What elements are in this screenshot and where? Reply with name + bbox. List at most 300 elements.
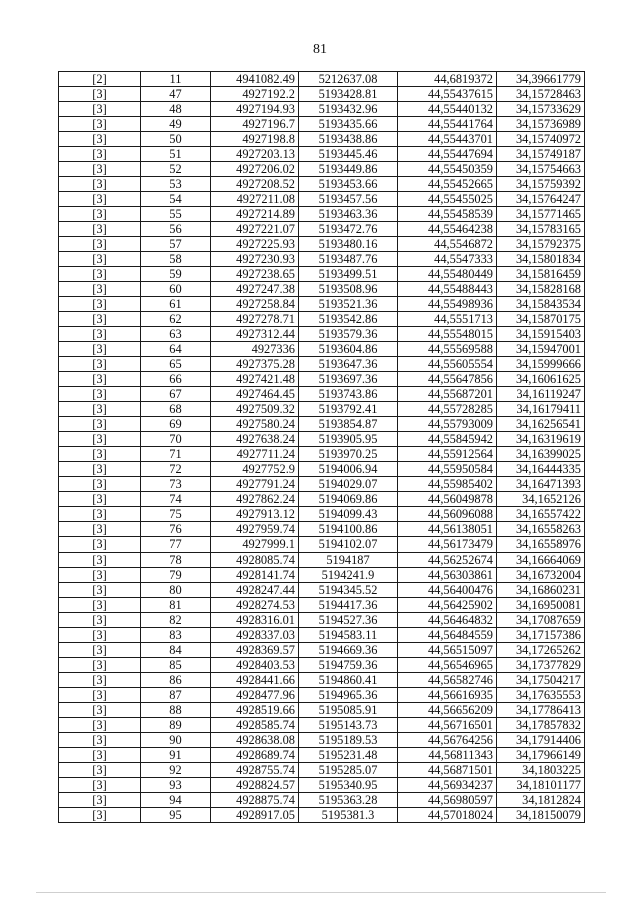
point-number-cell: 85 [141, 657, 211, 672]
table-row [59, 747, 585, 762]
y-coordinate-cell: 5195231.48 [299, 747, 398, 762]
table-row [59, 612, 585, 627]
latitude-cell: 44,55447694 [398, 147, 497, 162]
reference-cell: [3] [59, 252, 141, 267]
table-row [59, 597, 585, 612]
point-number-cell: 49 [141, 117, 211, 132]
x-coordinate-cell: 4927711.24 [211, 447, 299, 462]
point-number-cell: 63 [141, 327, 211, 342]
longitude-cell: 34,16444335 [497, 462, 585, 477]
y-coordinate-cell: 5193487.76 [299, 252, 398, 267]
longitude-cell: 34,16256541 [497, 417, 585, 432]
x-coordinate-cell: 4927230.93 [211, 252, 299, 267]
y-coordinate-cell: 5194187 [299, 552, 398, 567]
x-coordinate-cell: 4927225.93 [211, 237, 299, 252]
point-number-cell: 52 [141, 162, 211, 177]
point-number-cell: 56 [141, 222, 211, 237]
x-coordinate-cell: 4927752.9 [211, 462, 299, 477]
latitude-cell: 44,55441764 [398, 117, 497, 132]
x-coordinate-cell: 4927312.44 [211, 327, 299, 342]
latitude-cell: 44,56716501 [398, 717, 497, 732]
longitude-cell: 34,17504217 [497, 672, 585, 687]
table-row [59, 267, 585, 282]
y-coordinate-cell: 5194006.94 [299, 462, 398, 477]
y-coordinate-cell: 5193743.86 [299, 387, 398, 402]
table-row [59, 477, 585, 492]
latitude-cell: 44,55488443 [398, 282, 497, 297]
y-coordinate-cell: 5194965.36 [299, 687, 398, 702]
table-row [59, 537, 585, 552]
reference-cell: [3] [59, 132, 141, 147]
longitude-cell: 34,16119247 [497, 387, 585, 402]
x-coordinate-cell: 4927192.2 [211, 87, 299, 102]
reference-cell: [3] [59, 192, 141, 207]
point-number-cell: 74 [141, 492, 211, 507]
point-number-cell: 82 [141, 612, 211, 627]
x-coordinate-cell: 4927198.8 [211, 132, 299, 147]
latitude-cell: 44,55464238 [398, 222, 497, 237]
x-coordinate-cell: 4928917.05 [211, 807, 299, 822]
y-coordinate-cell: 5193542.86 [299, 312, 398, 327]
reference-cell: [3] [59, 342, 141, 357]
table-row [59, 507, 585, 522]
y-coordinate-cell: 5194102.07 [299, 537, 398, 552]
latitude-cell: 44,56582746 [398, 672, 497, 687]
y-coordinate-cell: 5193647.36 [299, 357, 398, 372]
longitude-cell: 34,15783165 [497, 222, 585, 237]
latitude-cell: 44,55458539 [398, 207, 497, 222]
latitude-cell: 44,55548015 [398, 327, 497, 342]
point-number-cell: 67 [141, 387, 211, 402]
longitude-cell: 34,16732004 [497, 567, 585, 582]
point-number-cell: 53 [141, 177, 211, 192]
reference-cell: [3] [59, 312, 141, 327]
point-number-cell: 54 [141, 192, 211, 207]
point-number-cell: 57 [141, 237, 211, 252]
x-coordinate-cell: 4927509.32 [211, 402, 299, 417]
latitude-cell: 44,55912564 [398, 447, 497, 462]
y-coordinate-cell: 5195363.28 [299, 792, 398, 807]
point-number-cell: 73 [141, 477, 211, 492]
longitude-cell: 34,15828168 [497, 282, 585, 297]
point-number-cell: 81 [141, 597, 211, 612]
y-coordinate-cell: 5193435.66 [299, 117, 398, 132]
point-number-cell: 94 [141, 792, 211, 807]
longitude-cell: 34,17157386 [497, 627, 585, 642]
point-number-cell: 86 [141, 672, 211, 687]
table-row [59, 417, 585, 432]
longitude-cell: 34,17265262 [497, 642, 585, 657]
reference-cell: [3] [59, 552, 141, 567]
latitude-cell: 44,55728285 [398, 402, 497, 417]
point-number-cell: 61 [141, 297, 211, 312]
reference-cell: [3] [59, 642, 141, 657]
latitude-cell: 44,55647856 [398, 372, 497, 387]
longitude-cell: 34,15843534 [497, 297, 585, 312]
table-row [59, 252, 585, 267]
longitude-cell: 34,15749187 [497, 147, 585, 162]
longitude-cell: 34,16399025 [497, 447, 585, 462]
reference-cell: [3] [59, 672, 141, 687]
latitude-cell: 44,56934237 [398, 777, 497, 792]
y-coordinate-cell: 5194860.41 [299, 672, 398, 687]
reference-cell: [3] [59, 297, 141, 312]
x-coordinate-cell: 4927421.48 [211, 372, 299, 387]
x-coordinate-cell: 4927862.24 [211, 492, 299, 507]
reference-cell: [3] [59, 207, 141, 222]
page-number: 81 [313, 42, 327, 57]
point-number-cell: 69 [141, 417, 211, 432]
longitude-cell: 34,16471393 [497, 477, 585, 492]
coordinates-table-container [58, 71, 585, 823]
longitude-cell: 34,17786413 [497, 702, 585, 717]
longitude-cell: 34,15816459 [497, 267, 585, 282]
reference-cell: [3] [59, 762, 141, 777]
longitude-cell: 34,1652126 [497, 492, 585, 507]
latitude-cell: 44,56811343 [398, 747, 497, 762]
reference-cell: [3] [59, 87, 141, 102]
y-coordinate-cell: 5193463.36 [299, 207, 398, 222]
longitude-cell: 34,17914406 [497, 732, 585, 747]
y-coordinate-cell: 5193508.96 [299, 282, 398, 297]
x-coordinate-cell: 4928689.74 [211, 747, 299, 762]
x-coordinate-cell: 4928337.03 [211, 627, 299, 642]
y-coordinate-cell: 5193449.86 [299, 162, 398, 177]
latitude-cell: 44,56049878 [398, 492, 497, 507]
latitude-cell: 44,56515097 [398, 642, 497, 657]
longitude-cell: 34,16557422 [497, 507, 585, 522]
point-number-cell: 71 [141, 447, 211, 462]
table-row [59, 387, 585, 402]
reference-cell: [3] [59, 687, 141, 702]
x-coordinate-cell: 4928875.74 [211, 792, 299, 807]
table-row [59, 372, 585, 387]
x-coordinate-cell: 4927258.84 [211, 297, 299, 312]
reference-cell: [3] [59, 177, 141, 192]
x-coordinate-cell: 4927913.12 [211, 507, 299, 522]
y-coordinate-cell: 5194029.07 [299, 477, 398, 492]
latitude-cell: 44,56484559 [398, 627, 497, 642]
longitude-cell: 34,15740972 [497, 132, 585, 147]
reference-cell: [3] [59, 117, 141, 132]
table-row [59, 702, 585, 717]
table-row [59, 207, 585, 222]
x-coordinate-cell: 4928247.44 [211, 582, 299, 597]
table-row [59, 627, 585, 642]
table-row [59, 717, 585, 732]
table-row [59, 177, 585, 192]
longitude-cell: 34,15764247 [497, 192, 585, 207]
y-coordinate-cell: 5194069.86 [299, 492, 398, 507]
y-coordinate-cell: 5193499.51 [299, 267, 398, 282]
x-coordinate-cell: 4928638.08 [211, 732, 299, 747]
point-number-cell: 92 [141, 762, 211, 777]
reference-cell: [3] [59, 537, 141, 552]
reference-cell: [3] [59, 327, 141, 342]
point-number-cell: 72 [141, 462, 211, 477]
latitude-cell: 44,5547333 [398, 252, 497, 267]
longitude-cell: 34,15870175 [497, 312, 585, 327]
table-row [59, 222, 585, 237]
reference-cell: [3] [59, 282, 141, 297]
point-number-cell: 47 [141, 87, 211, 102]
longitude-cell: 34,16558976 [497, 537, 585, 552]
longitude-cell: 34,15736989 [497, 117, 585, 132]
point-number-cell: 70 [141, 432, 211, 447]
y-coordinate-cell: 5193970.25 [299, 447, 398, 462]
table-row [59, 807, 585, 822]
reference-cell: [3] [59, 462, 141, 477]
longitude-cell: 34,15915403 [497, 327, 585, 342]
y-coordinate-cell: 5193457.56 [299, 192, 398, 207]
longitude-cell: 34,18150079 [497, 807, 585, 822]
x-coordinate-cell: 4928755.74 [211, 762, 299, 777]
latitude-cell: 44,56400476 [398, 582, 497, 597]
point-number-cell: 90 [141, 732, 211, 747]
table-row [59, 72, 585, 87]
y-coordinate-cell: 5193604.86 [299, 342, 398, 357]
longitude-cell: 34,16664069 [497, 552, 585, 567]
latitude-cell: 44,56464832 [398, 612, 497, 627]
y-coordinate-cell: 5195340.95 [299, 777, 398, 792]
reference-cell: [3] [59, 492, 141, 507]
point-number-cell: 48 [141, 102, 211, 117]
longitude-cell: 34,39661779 [497, 72, 585, 87]
point-number-cell: 88 [141, 702, 211, 717]
table-row [59, 732, 585, 747]
longitude-cell: 34,15792375 [497, 237, 585, 252]
x-coordinate-cell: 4927638.24 [211, 432, 299, 447]
table-row [59, 582, 585, 597]
reference-cell: [3] [59, 267, 141, 282]
latitude-cell: 44,56425902 [398, 597, 497, 612]
reference-cell: [3] [59, 447, 141, 462]
latitude-cell: 44,55443701 [398, 132, 497, 147]
coordinates-table [58, 71, 585, 823]
table-row [59, 282, 585, 297]
y-coordinate-cell: 5194527.36 [299, 612, 398, 627]
reference-cell: [3] [59, 357, 141, 372]
reference-cell: [3] [59, 417, 141, 432]
point-number-cell: 51 [141, 147, 211, 162]
table-row [59, 342, 585, 357]
point-number-cell: 75 [141, 507, 211, 522]
point-number-cell: 76 [141, 522, 211, 537]
y-coordinate-cell: 5195189.53 [299, 732, 398, 747]
x-coordinate-cell: 4927206.02 [211, 162, 299, 177]
latitude-cell: 44,56138051 [398, 522, 497, 537]
point-number-cell: 55 [141, 207, 211, 222]
x-coordinate-cell: 4928403.53 [211, 657, 299, 672]
longitude-cell: 34,15771465 [497, 207, 585, 222]
longitude-cell: 34,16860231 [497, 582, 585, 597]
x-coordinate-cell: 4928585.74 [211, 717, 299, 732]
point-number-cell: 59 [141, 267, 211, 282]
point-number-cell: 83 [141, 627, 211, 642]
x-coordinate-cell: 4927791.24 [211, 477, 299, 492]
x-coordinate-cell: 4927278.71 [211, 312, 299, 327]
y-coordinate-cell: 5193472.76 [299, 222, 398, 237]
latitude-cell: 44,5551713 [398, 312, 497, 327]
y-coordinate-cell: 5194417.36 [299, 597, 398, 612]
latitude-cell: 44,56252674 [398, 552, 497, 567]
reference-cell: [3] [59, 387, 141, 402]
latitude-cell: 44,56546965 [398, 657, 497, 672]
table-row [59, 552, 585, 567]
longitude-cell: 34,1812824 [497, 792, 585, 807]
point-number-cell: 91 [141, 747, 211, 762]
point-number-cell: 84 [141, 642, 211, 657]
point-number-cell: 77 [141, 537, 211, 552]
table-row [59, 432, 585, 447]
longitude-cell: 34,17377829 [497, 657, 585, 672]
point-number-cell: 79 [141, 567, 211, 582]
table-row [59, 87, 585, 102]
reference-cell: [3] [59, 702, 141, 717]
reference-cell: [3] [59, 612, 141, 627]
latitude-cell: 44,6819372 [398, 72, 497, 87]
latitude-cell: 44,55450359 [398, 162, 497, 177]
table-row [59, 687, 585, 702]
x-coordinate-cell: 4927959.74 [211, 522, 299, 537]
longitude-cell: 34,16950081 [497, 597, 585, 612]
longitude-cell: 34,15947001 [497, 342, 585, 357]
y-coordinate-cell: 5193432.96 [299, 102, 398, 117]
x-coordinate-cell: 4928369.57 [211, 642, 299, 657]
reference-cell: [3] [59, 717, 141, 732]
longitude-cell: 34,15801834 [497, 252, 585, 267]
y-coordinate-cell: 5193445.46 [299, 147, 398, 162]
y-coordinate-cell: 5195143.73 [299, 717, 398, 732]
table-row [59, 657, 585, 672]
latitude-cell: 44,55440132 [398, 102, 497, 117]
point-number-cell: 50 [141, 132, 211, 147]
reference-cell: [3] [59, 807, 141, 822]
longitude-cell: 34,17966149 [497, 747, 585, 762]
coordinates-table-body [59, 72, 585, 823]
y-coordinate-cell: 5195285.07 [299, 762, 398, 777]
point-number-cell: 58 [141, 252, 211, 267]
y-coordinate-cell: 5193905.95 [299, 432, 398, 447]
reference-cell: [3] [59, 432, 141, 447]
latitude-cell: 44,55687201 [398, 387, 497, 402]
longitude-cell: 34,15759392 [497, 177, 585, 192]
reference-cell: [3] [59, 507, 141, 522]
x-coordinate-cell: 4927221.07 [211, 222, 299, 237]
y-coordinate-cell: 5193792.41 [299, 402, 398, 417]
y-coordinate-cell: 5195085.91 [299, 702, 398, 717]
longitude-cell: 34,16061625 [497, 372, 585, 387]
x-coordinate-cell: 4928477.96 [211, 687, 299, 702]
y-coordinate-cell: 5195381.3 [299, 807, 398, 822]
table-row [59, 462, 585, 477]
reference-cell: [3] [59, 732, 141, 747]
reference-cell: [3] [59, 657, 141, 672]
latitude-cell: 44,56173479 [398, 537, 497, 552]
longitude-cell: 34,16179411 [497, 402, 585, 417]
x-coordinate-cell: 4927214.89 [211, 207, 299, 222]
latitude-cell: 44,56764256 [398, 732, 497, 747]
y-coordinate-cell: 5194241.9 [299, 567, 398, 582]
x-coordinate-cell: 4927336 [211, 342, 299, 357]
table-row [59, 297, 585, 312]
latitude-cell: 44,55793009 [398, 417, 497, 432]
x-coordinate-cell: 4927208.52 [211, 177, 299, 192]
table-row [59, 147, 585, 162]
y-coordinate-cell: 5193854.87 [299, 417, 398, 432]
table-row [59, 492, 585, 507]
reference-cell: [3] [59, 147, 141, 162]
reference-cell: [3] [59, 747, 141, 762]
reference-cell: [3] [59, 372, 141, 387]
point-number-cell: 62 [141, 312, 211, 327]
y-coordinate-cell: 5193697.36 [299, 372, 398, 387]
x-coordinate-cell: 4927999.1 [211, 537, 299, 552]
point-number-cell: 89 [141, 717, 211, 732]
reference-cell: [2] [59, 72, 141, 87]
reference-cell: [3] [59, 792, 141, 807]
y-coordinate-cell: 5212637.08 [299, 72, 398, 87]
latitude-cell: 44,55498936 [398, 297, 497, 312]
x-coordinate-cell: 4927194.93 [211, 102, 299, 117]
x-coordinate-cell: 4928824.57 [211, 777, 299, 792]
point-number-cell: 65 [141, 357, 211, 372]
reference-cell: [3] [59, 522, 141, 537]
point-number-cell: 11 [141, 72, 211, 87]
table-row [59, 327, 585, 342]
latitude-cell: 44,56656209 [398, 702, 497, 717]
reference-cell: [3] [59, 567, 141, 582]
x-coordinate-cell: 4928141.74 [211, 567, 299, 582]
reference-cell: [3] [59, 627, 141, 642]
longitude-cell: 34,15999666 [497, 357, 585, 372]
reference-cell: [3] [59, 402, 141, 417]
page-bottom-edge [36, 892, 606, 897]
table-row [59, 162, 585, 177]
longitude-cell: 34,1803225 [497, 762, 585, 777]
latitude-cell: 44,56303861 [398, 567, 497, 582]
latitude-cell: 44,56096088 [398, 507, 497, 522]
latitude-cell: 44,55605554 [398, 357, 497, 372]
table-row [59, 117, 585, 132]
x-coordinate-cell: 4941082.49 [211, 72, 299, 87]
table-row [59, 312, 585, 327]
latitude-cell: 44,55480449 [398, 267, 497, 282]
y-coordinate-cell: 5194583.11 [299, 627, 398, 642]
latitude-cell: 44,55950584 [398, 462, 497, 477]
longitude-cell: 34,17635553 [497, 687, 585, 702]
latitude-cell: 44,55985402 [398, 477, 497, 492]
table-row [59, 237, 585, 252]
y-coordinate-cell: 5194759.36 [299, 657, 398, 672]
x-coordinate-cell: 4928085.74 [211, 552, 299, 567]
longitude-cell: 34,17087659 [497, 612, 585, 627]
reference-cell: [3] [59, 162, 141, 177]
y-coordinate-cell: 5194099.43 [299, 507, 398, 522]
table-row [59, 402, 585, 417]
y-coordinate-cell: 5193453.66 [299, 177, 398, 192]
x-coordinate-cell: 4928441.66 [211, 672, 299, 687]
point-number-cell: 66 [141, 372, 211, 387]
y-coordinate-cell: 5193579.36 [299, 327, 398, 342]
latitude-cell: 44,57018024 [398, 807, 497, 822]
table-row [59, 132, 585, 147]
longitude-cell: 34,15754663 [497, 162, 585, 177]
table-row [59, 192, 585, 207]
table-row [59, 777, 585, 792]
table-row [59, 102, 585, 117]
latitude-cell: 44,56980597 [398, 792, 497, 807]
